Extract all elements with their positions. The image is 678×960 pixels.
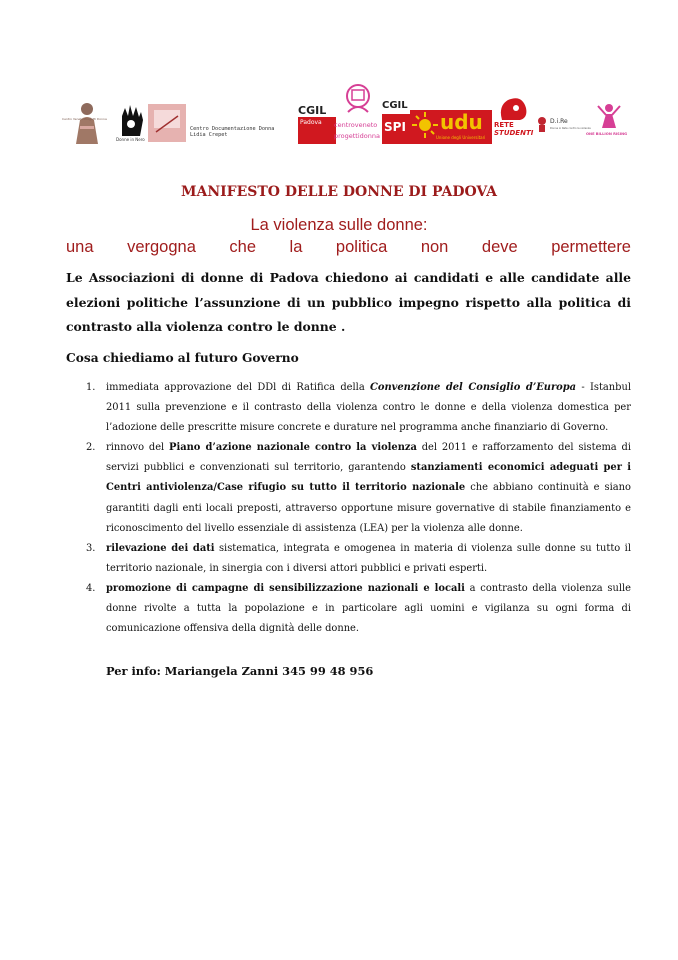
- list-item: [86, 579, 631, 639]
- cgil-padova-logo: [298, 104, 336, 144]
- item-text: a contrasto della violenza sulle donne rivolte a tutta la popolazione e in particolare agli uomini e vigilanza su ogni forma di comunicazione offensiva della dignità delle donne.: [106, 582, 631, 635]
- item-text: sistematica, integrata e omogenea in materia di violenza sulle donne su tutto il territorio nazionale, in sinergia con i diversi attori pubblici e privati esperti.: [106, 542, 631, 574]
- udu-logo: [410, 110, 492, 144]
- item-number: 3.: [86, 542, 96, 554]
- list-item: [86, 378, 631, 438]
- list-item: [86, 438, 631, 538]
- centro-veneto-logo: [62, 100, 112, 144]
- spi-red-box: [382, 114, 410, 144]
- cvpd-line2: progettidonna: [334, 132, 380, 140]
- item-text: che abbiano continuità e siano garantiti dagli enti locali preposti, attraverso opportune misure governative di stabile finanziamento e riconoscimento del livello essenziale di assistenza (LEA) per la violenza alle donne.: [106, 482, 631, 534]
- hand-icon: [116, 102, 146, 138]
- logo-line: Centro Documentazione Donna: [190, 126, 275, 132]
- cvpd-line1: centroveneto: [334, 121, 378, 129]
- item-text: immediata approvazione del DDl di Ratifica della: [106, 382, 371, 393]
- item-text: - Istanbul 2011 sulla prevenzione e il contrasto della violenza contro le donne e della violenza domestica per l’adozione delle prescritte misure concrete e durature nel programma anche finanziario di Governo.: [106, 382, 632, 434]
- item-text: rinnovo del: [106, 442, 170, 454]
- spi-cgil-label: CGIL: [382, 100, 408, 111]
- logo-line: Lidia Crepet: [190, 132, 228, 138]
- subtitle-word: permettere: [551, 238, 631, 256]
- cgil-sub: Padova: [300, 119, 322, 126]
- subtitle-word: politica: [335, 238, 388, 256]
- symbol-icon: [334, 82, 382, 122]
- subtitle-line2: [66, 238, 631, 257]
- obr-label: ONE BILLION RISING: [586, 132, 628, 136]
- contact-info: Per info: Mariangela Zanni 345 99 48 956: [106, 664, 374, 678]
- sun-icon: [412, 112, 438, 138]
- dire-label: D.i.Re: [550, 118, 568, 125]
- rete-line2: STUDENTI: [494, 129, 534, 137]
- udu-label: udu: [440, 110, 483, 134]
- dire-icon: [536, 116, 548, 132]
- item-emphasis: rilevazione dei dati: [106, 542, 215, 554]
- rete-studenti-logo: [494, 96, 534, 144]
- item-emphasis: Piano d’azione nazionale contro la violenza: [169, 442, 417, 454]
- logo-caption: Centro Veneto Progetti Donna: [62, 117, 107, 121]
- item-number: 4.: [86, 582, 96, 594]
- rete-line1: RETE: [494, 121, 514, 129]
- dire-logo: [536, 116, 591, 144]
- demands-list: [86, 378, 631, 639]
- donne-in-nero-logo: [116, 102, 146, 144]
- page-title: MANIFESTO DELLE DONNE DI PADOVA: [180, 184, 498, 200]
- section-heading: Cosa chiediamo al futuro Governo: [66, 351, 299, 365]
- subtitle: La violenza sulle donne:: [250, 216, 428, 234]
- logo-caption: Donne in Nero: [116, 137, 145, 142]
- list-item: [86, 539, 631, 579]
- women-rights-logo: [148, 104, 186, 142]
- udu-sub: Unione degli Universitari: [436, 135, 486, 140]
- item-number: 1.: [86, 382, 96, 393]
- figure-icon: [62, 100, 112, 144]
- rising-woman-icon: [586, 102, 632, 130]
- item-number: 2.: [86, 442, 96, 454]
- subtitle-word: che: [229, 238, 257, 256]
- item-text: del 2011 e rafforzamento del sistema di servizi pubblici e convenzionati sul territorio, garantendo: [106, 442, 631, 474]
- centro-documentazione-logo: [190, 126, 292, 144]
- centroveneto-progettidonna-logo: [334, 82, 382, 146]
- cgil-red-box: [298, 117, 336, 144]
- spi-label: SPI: [384, 120, 406, 134]
- logo-strip: [62, 82, 632, 146]
- item-emphasis: stanziamenti economici adeguati per i Centri antiviolenza/Case rifugio su tutto il territorio nazionale: [106, 462, 631, 494]
- item-emphasis: Convenzione del Consiglio d’Europa: [370, 382, 577, 393]
- intro-paragraph: Le Associazioni di donne di Padova chiedono ai candidati e alle candidate alle elezioni politiche l’assunzione di un pubblico impegno rispetto alla politica di contrasto alla violenza contro le donne .: [66, 270, 631, 334]
- dire-sub: Donne in Rete contro la violenza: [550, 127, 591, 130]
- subtitle-word: la: [289, 238, 303, 256]
- subtitle-word: non: [420, 238, 449, 256]
- cgil-label: CGIL: [298, 104, 327, 117]
- one-billion-rising-logo: [586, 102, 632, 144]
- subtitle-word: deve: [481, 238, 518, 256]
- spi-cgil-logo: [382, 100, 410, 144]
- pen-icon: [148, 104, 186, 142]
- subtitle-word: vergogna: [127, 238, 196, 256]
- face-icon: [494, 96, 534, 122]
- subtitle-word: una: [66, 238, 94, 256]
- item-emphasis: promozione di campagne di sensibilizzazione nazionali e locali: [106, 582, 465, 594]
